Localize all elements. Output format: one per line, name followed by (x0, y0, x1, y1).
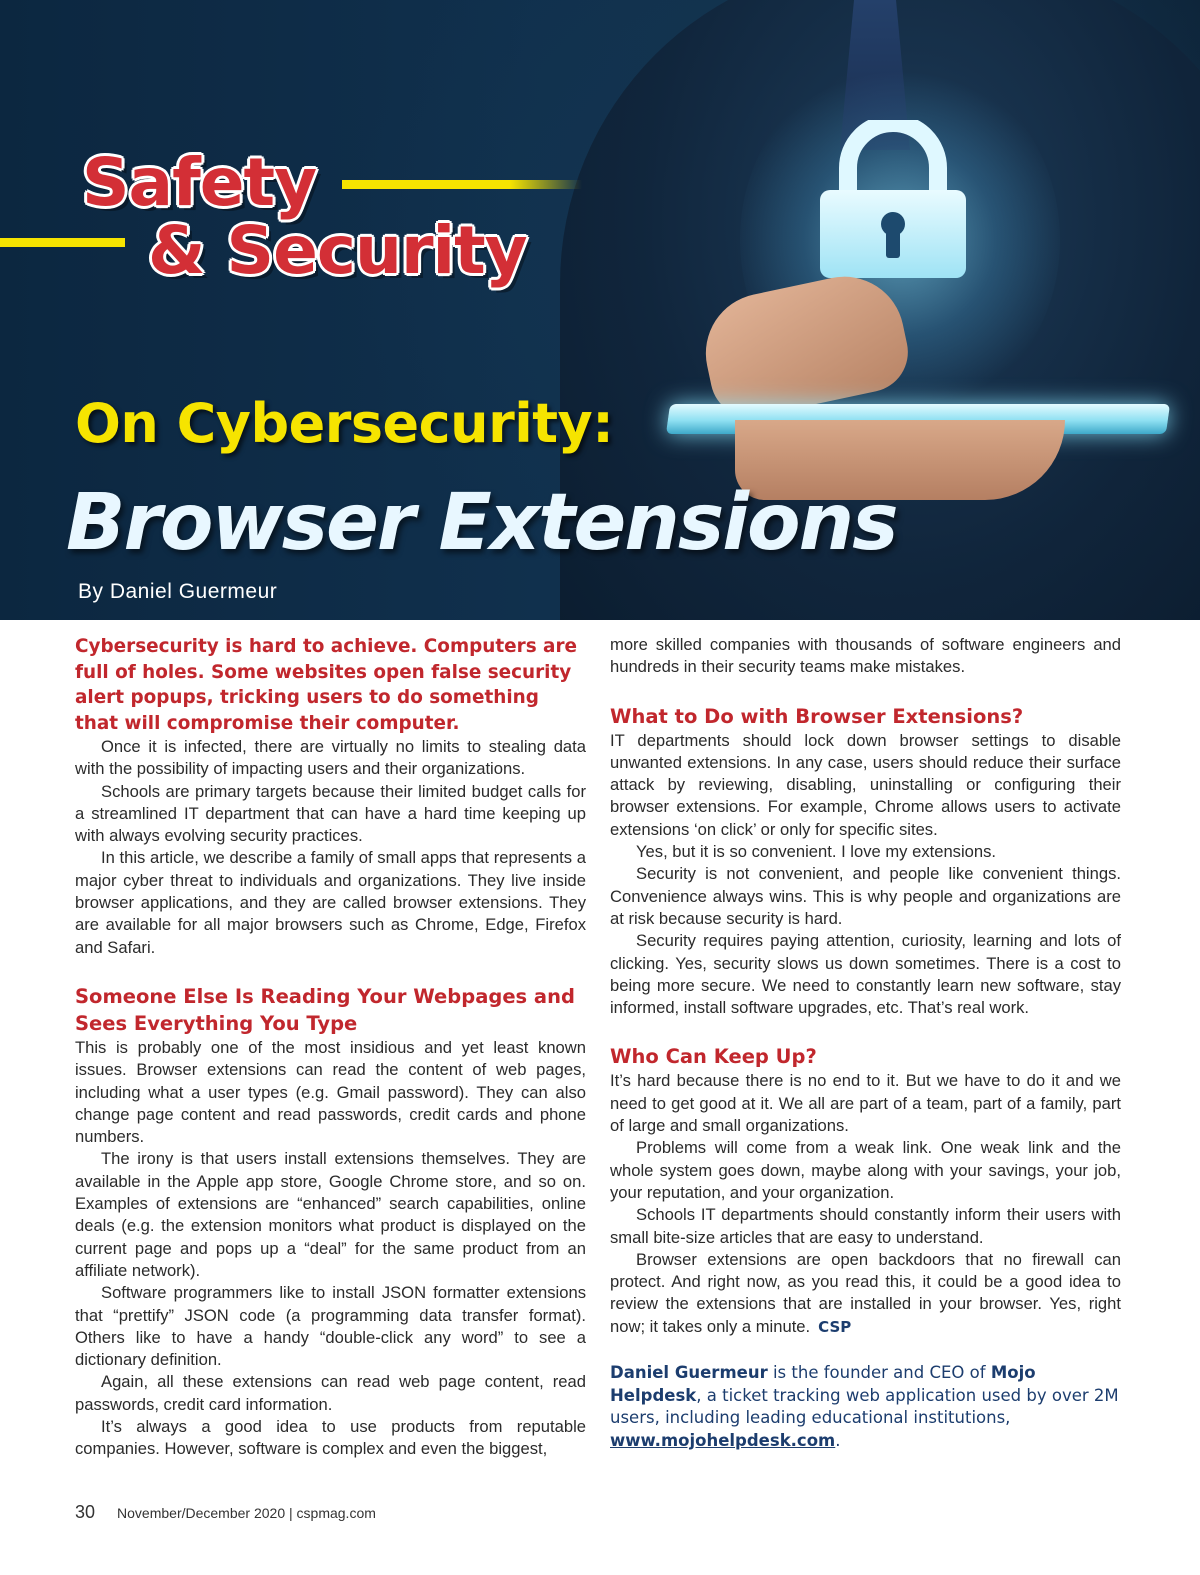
headline-line-1: On Cybersecurity: (75, 392, 614, 455)
body-paragraph: Once it is infected, there are virtually no limits to stealing data with the possibility of impacting users and their organizations. (75, 737, 586, 779)
kicker-rule-left (0, 238, 125, 247)
kicker-rule-right (342, 180, 582, 189)
section-heading-what-to-do: What to Do with Browser Extensions? (610, 704, 1024, 728)
body-paragraph: Security requires paying attention, curiosity, learning and lots of clicking. Yes, security slows us down sometimes. There is a cost to being more secure. We need to constantly learn new software, stay informed, install software upgrades, etc. That’s real work. (610, 931, 1121, 1018)
bio-end: . (835, 1431, 841, 1451)
author-bio (610, 1362, 1121, 1453)
final-paragraph-text: Browser extensions are open backdoors that no firewall can protect. And right now, as you read this, it could be a good idea to review the extensions that are installed in your browser. Yes, right now; it takes only a minute. (610, 1249, 1121, 1336)
company-description: , a ticket tracking web application used by over 2M users, including leading educational institutions, (610, 1385, 1119, 1428)
end-mark: CSP (818, 1317, 852, 1336)
company-name: Mojo Helpdesk (610, 1363, 1036, 1405)
company-website-link[interactable]: www.mojohelpdesk.com (610, 1431, 836, 1451)
body-paragraph: In this article, we describe a family of small apps that represents a major cyber threat to individuals and organizations. They live inside browser applications, and they are called browser extensions. They are available for all major browsers such as Chrome, Edge, Firefox and Safari. (75, 848, 586, 957)
headline-line-2: Browser Extensions (66, 478, 897, 568)
article-column-left (75, 634, 586, 1461)
body-paragraph-final (610, 1249, 1121, 1338)
body-paragraph: Schools IT departments should constantly inform their users with small bite-size articles that are easy to understand. (610, 1205, 1121, 1247)
issue-info: November/December 2020 | cspmag.com (117, 1505, 376, 1521)
byline: By Daniel Guermeur (78, 580, 278, 603)
body-paragraph: Again, all these extensions can read web page content, read passwords, credit card information. (75, 1372, 586, 1414)
body-paragraph: Schools are primary targets because their limited budget calls for a streamlined IT department that can have a hard time keeping up with always evolving security practices. (75, 781, 586, 846)
section-kicker-security: & Security (148, 212, 527, 289)
body-paragraph-continued: more skilled companies with thousands of software engineers and hundreds in their security teams make mistakes. (610, 635, 1121, 677)
hero-banner (0, 0, 1200, 620)
page-number: 30 (75, 1502, 96, 1522)
body-paragraph: Yes, but it is so convenient. I love my extensions. (636, 842, 997, 862)
section-kicker-safety: Safety (82, 144, 317, 221)
body-paragraph: IT departments should lock down browser settings to disable unwanted extensions. In any case, users should reduce their surface attack by reviewing, disabling, uninstalling or configuring their browser extensions. For example, Chrome allows users to activate extensions ‘on click’ or only for specific sites. (610, 730, 1121, 839)
article-column-right (610, 634, 1121, 1453)
body-paragraph: The irony is that users install extensions themselves. They are available in the Apple app store, Google Chrome store, and so on. Examples of extensions are “enhanced” search capabilities, online deals (e.g. the extension monitors what product is displayed on the current page and pops up a “deal” for the same product from an affiliate network). (75, 1149, 586, 1280)
author-name: Daniel Guermeur (610, 1363, 768, 1383)
body-paragraph: It’s hard because there is no end to it. But we have to do it and we need to get good at it. We all are part of a team, part of a family, part of large and small organizations. (610, 1071, 1121, 1136)
body-paragraph: Software programmers like to install JSON formatter extensions that “prettify” JSON code (a programming data transfer format). Others like to have a handy “double-click any word” to see a dictionary definition. (75, 1283, 586, 1370)
section-heading-who-can-keep-up: Who Can Keep Up? (610, 1045, 817, 1069)
padlock-icon (808, 120, 978, 280)
lead-paragraph: Cybersecurity is hard to achieve. Computers are full of holes. Some websites open false security alert popups, tricking users to do something that will compromise their computer. (75, 636, 577, 734)
section-heading-reading: Someone Else Is Reading Your Webpages and Sees Everything You Type (75, 984, 575, 1035)
body-paragraph: Security is not convenient, and people like convenient things. Convenience always wins. This is why people and organizations are at risk because security is hard. (610, 864, 1121, 928)
body-paragraph: This is probably one of the most insidious and yet least known issues. Browser extensions can read the content of web pages, including what a user types (e.g. Gmail password). They can also change page content and read passwords, credit cards and phone numbers. (75, 1037, 586, 1147)
page-footer (75, 1502, 376, 1523)
author-role: is the founder and CEO of (767, 1363, 991, 1383)
body-paragraph: It’s always a good idea to use products from reputable companies. However, software is complex and even the biggest, (75, 1417, 586, 1459)
body-paragraph: Problems will come from a weak link. One weak link and the whole system goes down, maybe along with your savings, your job, your reputation, and your organization. (610, 1138, 1121, 1202)
